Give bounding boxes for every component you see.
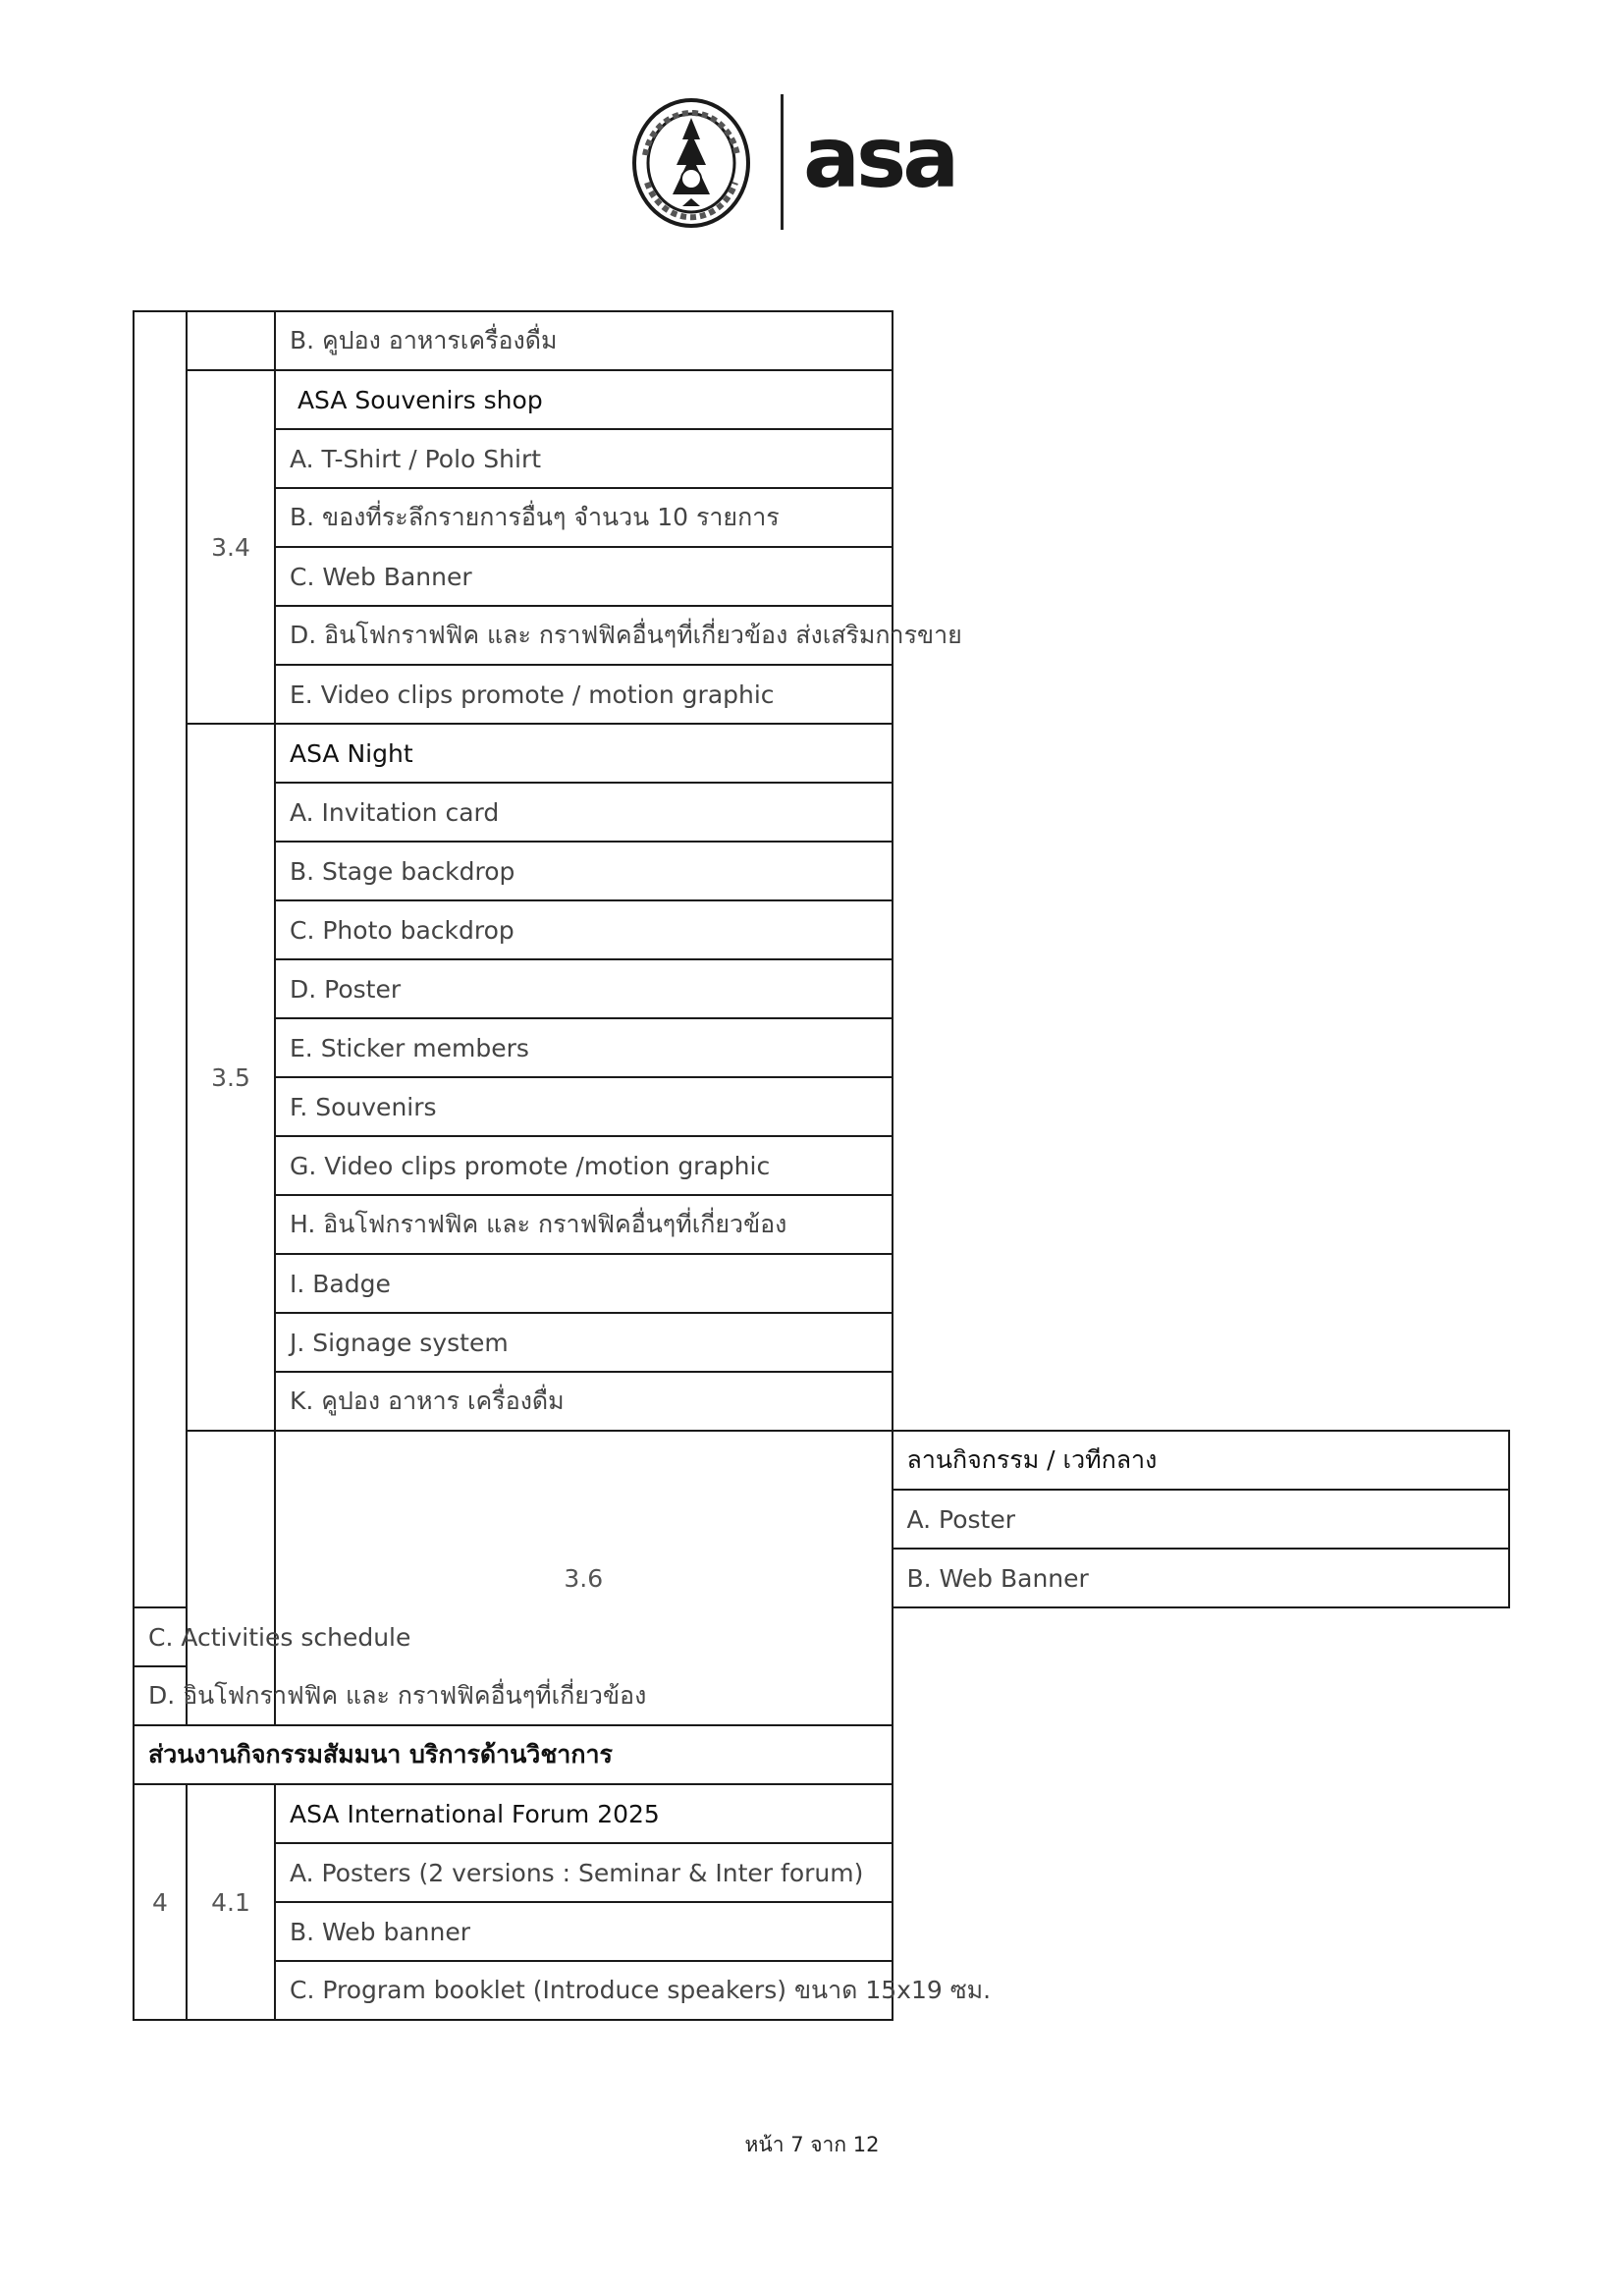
subsection-title: ASA International Forum 2025 (275, 1784, 893, 1843)
list-item: I. Badge (275, 1254, 893, 1313)
list-item: B. คูปอง อาหารเครื่องดื่ม (275, 311, 893, 370)
table-row (134, 606, 1509, 665)
list-item: A. Posters (2 versions : Seminar & Inter forum) (275, 1843, 893, 1902)
list-item: D. อินโฟกราฟฟิค และ กราฟฟิคอื่นๆที่เกี่ยวข้อง ส่งเสริมการขาย (275, 606, 893, 665)
table-row (134, 842, 1509, 900)
subsection-number-cell: 3.6 (275, 1431, 893, 1725)
table-row (134, 1431, 1509, 1490)
svg-text:asa: asa (803, 109, 956, 207)
list-item: A. T-Shirt / Polo Shirt (275, 429, 893, 488)
subsection-number-cell: 4.1 (187, 1784, 275, 2020)
table-row (134, 1784, 1509, 1843)
subsection-title: ลานกิจกรรม / เวทีกลาง (893, 1431, 1510, 1490)
list-item: H. อินโฟกราฟฟิค และ กราฟฟิคอื่นๆที่เกี่ยวข้อง (275, 1195, 893, 1254)
list-item: B. Stage backdrop (275, 842, 893, 900)
table-row (134, 1018, 1509, 1077)
subsection-title: ASA Night (275, 724, 893, 783)
table-row (134, 311, 1509, 370)
table-row (134, 1843, 1509, 1902)
table-row (134, 1902, 1509, 1961)
section-heading: ส่วนงานกิจกรรมสัมมนา บริการด้านวิชาการ (134, 1725, 893, 1784)
list-item: D. อินโฟกราฟฟิค และ กราฟฟิคอื่นๆที่เกี่ยวข้อง (134, 1666, 187, 1725)
table-row (134, 370, 1509, 429)
page-header (0, 88, 1624, 245)
group-number-cell (134, 311, 187, 1607)
list-item: J. Signage system (275, 1313, 893, 1372)
table-row (134, 783, 1509, 842)
list-item: F. Souvenirs (275, 1077, 893, 1136)
list-item: G. Video clips promote /motion graphic (275, 1136, 893, 1195)
table-row (134, 547, 1509, 606)
list-item: C. Photo backdrop (275, 900, 893, 959)
group-number-cell: 4 (134, 1784, 187, 2020)
table-row (134, 665, 1509, 724)
list-item: A. Invitation card (275, 783, 893, 842)
header-divider (781, 94, 784, 230)
page-number: หน้า 7 จาก 12 (744, 2133, 880, 2156)
subsection-number-cell (187, 311, 275, 370)
table-row (134, 724, 1509, 783)
list-item: B. Web banner (275, 1902, 893, 1961)
list-item: C. Program booklet (Introduce speakers) ขนาด 15x19 ซม. (275, 1961, 893, 2020)
table-row (134, 1077, 1509, 1136)
table-row (134, 900, 1509, 959)
list-item: B. Web Banner (893, 1549, 1510, 1607)
subsection-number-cell: 3.5 (187, 724, 275, 1431)
table-row (134, 1195, 1509, 1254)
list-item: K. คูปอง อาหาร เครื่องดื่ม (275, 1372, 893, 1431)
asa-logo (803, 109, 1009, 207)
table-row (134, 1313, 1509, 1372)
list-item: C. Activities schedule (134, 1607, 187, 1666)
table-row (134, 429, 1509, 488)
list-item: B. ของที่ระลึกรายการอื่นๆ จำนวน 10 รายการ (275, 488, 893, 547)
table-row (134, 488, 1509, 547)
list-item: D. Poster (275, 959, 893, 1018)
list-item: A. Poster (893, 1490, 1510, 1549)
table-row (134, 959, 1509, 1018)
table-row (134, 1372, 1509, 1431)
subsection-title: ASA Souvenirs shop (275, 370, 893, 429)
list-item: E. Video clips promote / motion graphic (275, 665, 893, 724)
list-item: C. Web Banner (275, 547, 893, 606)
design-items-table (133, 310, 1510, 2021)
table-row (134, 1254, 1509, 1313)
table-row (134, 1725, 1509, 1784)
subsection-number-cell: 3.4 (187, 370, 275, 724)
list-item: E. Sticker members (275, 1018, 893, 1077)
association-seal-icon (631, 96, 751, 230)
table-row (134, 1136, 1509, 1195)
table-row (134, 1961, 1509, 2020)
